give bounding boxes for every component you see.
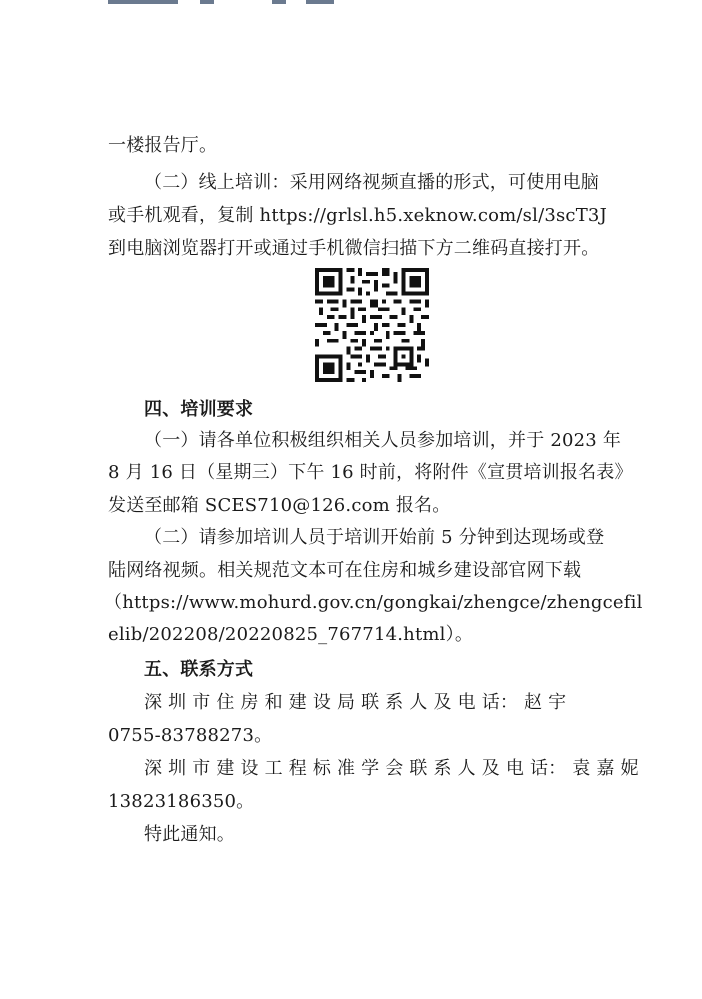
- section-heading: 四、培训要求: [144, 399, 254, 420]
- scan-artifact: [108, 0, 178, 4]
- text-line: 一楼报告厅。: [108, 135, 218, 156]
- section-heading: 五、联系方式: [144, 659, 254, 680]
- text-line: （一）请各单位积极组织相关人员参加培训，并于 2023 年: [144, 430, 622, 451]
- scan-artifact: [306, 0, 334, 4]
- text-line: 到电脑浏览器打开或通过手机微信扫描下方二维码直接打开。: [108, 238, 600, 259]
- text-line: （二）请参加培训人员于培训开始前 5 分钟到达现场或登: [144, 527, 605, 548]
- text-line-with-link: （https://www.mohurd.gov.cn/gongkai/zhengce/zhengcefil: [104, 592, 643, 613]
- text-line: （二）线上培训：采用网络视频直播的形式，可使用电脑: [144, 172, 599, 193]
- contact-line: 深 圳 市 建 设 工 程 标 准 学 会 联 系 人 及 电 话： 袁 嘉 妮: [144, 758, 639, 779]
- text-line-with-link: 或手机观看，复制 https://grlsl.h5.xeknow.com/sl/3scT3J: [108, 205, 607, 226]
- contact-phone: 0755-83788273。: [108, 725, 273, 746]
- text-line: 8 月 16 日（星期三）下午 16 时前，将附件《宣贯培训报名表》: [108, 462, 633, 483]
- contact-line: 深 圳 市 住 房 和 建 设 局 联 系 人 及 电 话： 赵 宇: [144, 692, 567, 713]
- closing-line: 特此通知。: [144, 824, 235, 845]
- text-line-with-link: elib/202208/20220825_767714.html）。: [108, 624, 474, 645]
- qr-code-icon: [313, 268, 431, 382]
- text-line-with-email: 发送至邮箱 SCES710@126.com 报名。: [108, 495, 451, 516]
- contact-phone: 13823186350。: [108, 791, 255, 812]
- scan-artifact: [272, 0, 286, 4]
- scan-artifact: [200, 0, 214, 4]
- text-line: 陆网络视频。相关规范文本可在住房和城乡建设部官网下载: [108, 560, 582, 581]
